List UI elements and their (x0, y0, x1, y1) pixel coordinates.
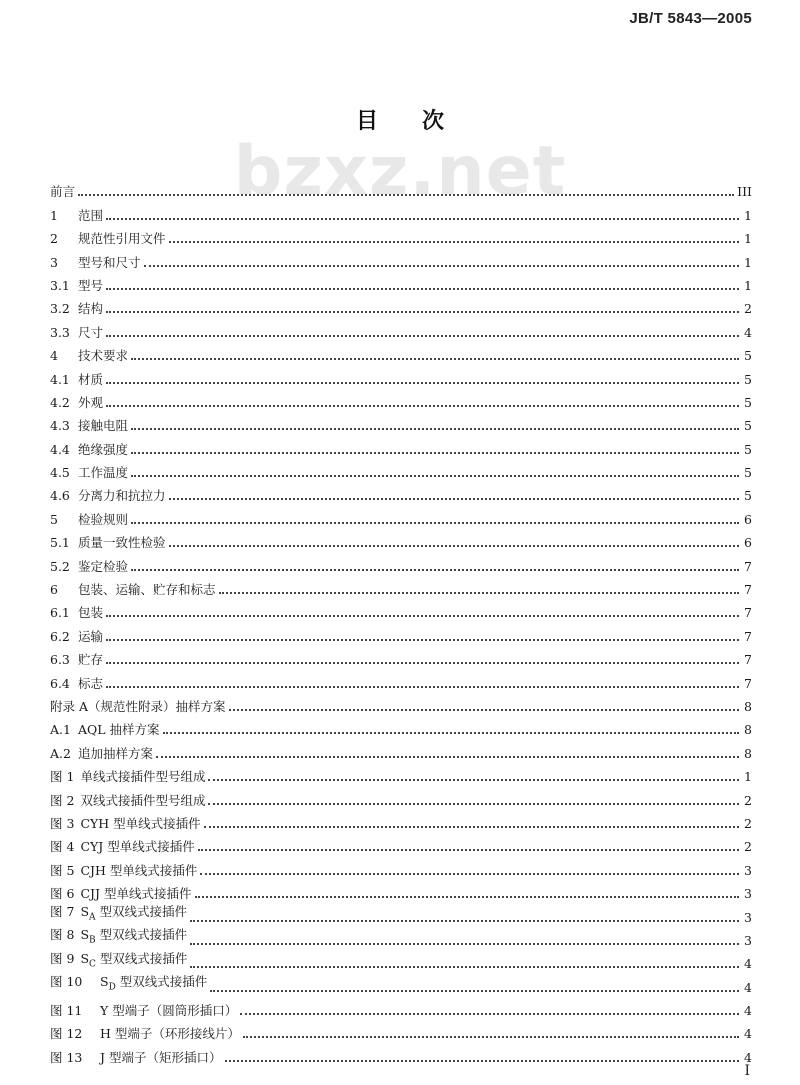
toc-dot-leader (169, 241, 739, 243)
toc-dot-leader (106, 288, 739, 290)
toc-entry[interactable] (50, 433, 752, 456)
toc-entry[interactable] (50, 925, 752, 948)
toc-entry-label (50, 723, 160, 737)
toc-entry-number: 3.3 (50, 324, 70, 340)
toc-entry-page: 5 (744, 394, 752, 410)
toc-entry-number: 1 (50, 207, 58, 223)
toc-entry-page: 5 (744, 465, 752, 481)
toc-entry-page: 7 (744, 628, 752, 644)
toc-entry-label (50, 279, 103, 293)
title-char-2: 次 (422, 109, 445, 134)
toc-entry-page: 5 (744, 418, 752, 434)
toc-entry-title: 型号 (78, 277, 104, 293)
toc-dot-leader (106, 615, 739, 617)
toc-entry-label (50, 606, 103, 620)
title-char-1: 目 (355, 109, 378, 134)
toc-entry[interactable] (50, 1018, 752, 1041)
toc-entry-number: 2 (50, 231, 58, 247)
toc-entry-label (50, 630, 103, 644)
toc-entry-title: 包装 (78, 605, 104, 621)
toc-entry-label (50, 1027, 240, 1041)
toc-entry-number: 4.1 (50, 371, 70, 387)
toc-entry-title: 接触电阻 (78, 418, 129, 434)
toc-entry[interactable] (50, 270, 752, 293)
toc-entry-label (50, 419, 128, 433)
toc-entry-number: 图 4 (50, 839, 75, 855)
toc-entry-title: 绝缘强度 (78, 441, 129, 457)
toc-entry-label (50, 1004, 237, 1018)
toc-entry-page: 6 (744, 535, 752, 551)
toc-entry-title: 运输 (78, 628, 104, 644)
toc-entry[interactable] (50, 878, 752, 901)
toc-entry-label (50, 653, 103, 667)
toc-entry-title: Y 型端子（圆筒形插口） (100, 1003, 238, 1019)
toc-entry-title: 包装、运输、贮存和标志 (78, 582, 216, 598)
toc-entry-label (50, 349, 128, 363)
toc-entry-page: 5 (744, 371, 752, 387)
toc-dot-leader (131, 569, 739, 571)
toc-entry-title: 追加抽样方案 (78, 745, 154, 761)
toc-entry-page: 4 (744, 1049, 752, 1065)
toc-entry-title: 标志 (78, 675, 104, 691)
toc-entry-title: $S_A$ 型双线式接插件 (80, 904, 187, 923)
toc-entry[interactable] (50, 644, 752, 667)
watermark: bzxz.net (233, 132, 567, 211)
toc-dot-leader (208, 779, 739, 781)
toc-entry-page: 7 (744, 582, 752, 598)
toc-entry-page: 7 (744, 675, 752, 691)
toc-entry-number: 图 12 (50, 1026, 83, 1042)
toc-entry-number: 图 13 (50, 1049, 83, 1065)
toc-entry[interactable] (50, 527, 752, 550)
toc-entry-page: 2 (744, 815, 752, 831)
toc-entry-number: 6.2 (50, 628, 70, 644)
toc-dot-leader (131, 452, 739, 454)
toc-entry-number: 4.2 (50, 394, 70, 410)
toc-entry-title: 单线式接插件型号组成 (80, 769, 206, 785)
toc-entry-title: $S_B$ 型双线式接插件 (80, 927, 188, 946)
toc-entry-number: 图 11 (50, 1003, 83, 1019)
toc-entry[interactable] (50, 363, 752, 386)
toc-entry-page: 3 (744, 932, 752, 948)
toc-entry-title: AQL 抽样方案 (78, 722, 160, 738)
toc-entry-label (50, 770, 205, 784)
toc-entry-title: 范围 (78, 207, 104, 223)
toc-entry-label (50, 256, 141, 270)
toc-entry-label (50, 560, 128, 574)
toc-entry-title: 鉴定检验 (78, 558, 129, 574)
toc-entry-page: 4 (744, 1003, 752, 1019)
toc-entry-number: 3.2 (50, 301, 70, 317)
toc-dot-leader (78, 194, 734, 196)
toc-entry-number: 6.1 (50, 605, 70, 621)
toc-entry-page: 1 (744, 231, 752, 247)
toc-entry-title: 型号和尺寸 (78, 254, 141, 270)
toc-entry-label (50, 928, 187, 948)
toc-entry-label (50, 887, 192, 901)
toc-entry-page: 5 (744, 488, 752, 504)
toc-entry-label (50, 840, 195, 854)
toc-dot-leader (208, 803, 739, 805)
toc-entry-number: 图 1 (50, 769, 75, 785)
toc-entry-number: A.1 (50, 722, 71, 738)
toc-entry-label (50, 466, 128, 480)
toc-entry[interactable] (50, 620, 752, 643)
toc-dot-leader (243, 1036, 739, 1038)
toc-entry-title: $S_C$ 型双线式接插件 (80, 950, 188, 970)
toc-entry-label (50, 185, 75, 199)
toc-entry-page: 3 (744, 886, 752, 902)
toc-entry-number: 4 (50, 348, 58, 364)
toc-entry-number: 图 3 (50, 815, 75, 831)
toc-entry-page: 4 (744, 1026, 752, 1042)
toc-entry-title: 附录 A（规范性附录）抽样方案 (50, 698, 226, 714)
toc-entry-number: A.2 (50, 745, 71, 761)
toc-entry[interactable] (50, 854, 752, 877)
toc-entry[interactable] (50, 808, 752, 831)
toc-entry-label (50, 677, 103, 691)
toc-entry[interactable] (50, 550, 752, 573)
toc-entry[interactable] (50, 176, 752, 199)
toc-entry-title: CJH 型单线式接插件 (80, 862, 198, 878)
toc-dot-leader (229, 709, 739, 711)
toc-dot-leader (106, 686, 739, 688)
toc-entry[interactable] (50, 574, 752, 597)
toc-dot-leader (106, 405, 739, 407)
toc-entry-title: 工作温度 (78, 465, 129, 481)
toc-entry-number: 4.5 (50, 465, 70, 481)
toc-dot-leader (131, 522, 739, 524)
toc-entry-label (50, 489, 166, 503)
toc-dot-leader (131, 428, 739, 430)
toc-dot-leader (131, 475, 739, 477)
toc-entry[interactable] (50, 223, 752, 246)
toc-entry[interactable] (50, 503, 752, 526)
toc-entry-label (50, 536, 166, 550)
toc-entry[interactable] (50, 948, 752, 971)
toc-dot-leader (131, 358, 739, 360)
toc-entry-page: 4 (744, 979, 752, 995)
toc-entry[interactable] (50, 410, 752, 433)
toc-entry-number: 5 (50, 511, 58, 527)
toc-dot-leader (190, 920, 739, 922)
toc-entry-label (50, 700, 226, 714)
toc-entry-title: CYH 型单线式接插件 (80, 815, 201, 831)
toc-entry-label (50, 794, 205, 808)
toc-dot-leader (169, 545, 739, 547)
toc-entry[interactable] (50, 691, 752, 714)
page-title (0, 104, 800, 135)
toc-dot-leader (106, 639, 739, 641)
toc-entry-title: 外观 (78, 394, 104, 410)
toc-entry-title: 材质 (78, 371, 104, 387)
toc-entry-label (50, 905, 187, 925)
toc-entry-title: 规范性引用文件 (78, 231, 166, 247)
toc-dot-leader (240, 1013, 739, 1015)
toc-entry-page: 2 (744, 301, 752, 317)
toc-entry[interactable] (50, 387, 752, 410)
toc-entry-label (50, 396, 103, 410)
toc-entry-title: 质量一致性检验 (78, 535, 166, 551)
toc-entry-label (50, 952, 187, 972)
toc-dot-leader (190, 966, 739, 968)
toc-entry[interactable] (50, 316, 752, 339)
toc-entry-page: 5 (744, 348, 752, 364)
toc-entry-number: 6.3 (50, 652, 70, 668)
page-number: I (744, 1063, 750, 1079)
toc-entry-page: 1 (744, 769, 752, 785)
toc-entry-page: 5 (744, 441, 752, 457)
toc-entry-label (50, 975, 207, 995)
toc-entry-number: 图 10 (50, 974, 83, 990)
toc-entry[interactable] (50, 480, 752, 503)
toc-entry-label (50, 326, 103, 340)
toc-entry-number: 3.1 (50, 277, 70, 293)
toc-entry[interactable] (50, 457, 752, 480)
toc-entry-number: 图 2 (50, 792, 75, 808)
toc-entry-page: 4 (744, 956, 752, 972)
document-code: JB/T 5843—2005 (629, 10, 752, 27)
toc-entry-title: 检验规则 (78, 511, 129, 527)
toc-entry-page: 8 (744, 698, 752, 714)
toc-entry-title: $S_D$ 型双线式接插件 (100, 974, 208, 993)
toc-entry-page: 7 (744, 605, 752, 621)
toc-entry[interactable] (50, 597, 752, 620)
toc-entry-page: 6 (744, 511, 752, 527)
toc-entry-number: 图 6 (50, 886, 75, 902)
toc-entry-number: 图 9 (50, 950, 75, 966)
toc-entry-title: CYJ 型单线式接插件 (80, 839, 195, 855)
toc-entry-page: 7 (744, 558, 752, 574)
toc-dot-leader (169, 498, 739, 500)
toc-entry-label (50, 373, 103, 387)
toc-entry-page: 1 (744, 254, 752, 270)
toc-entry[interactable] (50, 667, 752, 690)
toc-dot-leader (210, 990, 739, 992)
toc-entry-title: 分离力和抗拉力 (78, 488, 166, 504)
toc-entry[interactable] (50, 784, 752, 807)
toc-dot-leader (163, 732, 739, 734)
toc-entry-number: 图 5 (50, 862, 75, 878)
toc-entry-number: 5.1 (50, 535, 70, 551)
toc-entry-number: 3 (50, 254, 58, 270)
toc-entry-page: 1 (744, 207, 752, 223)
toc-dot-leader (144, 265, 739, 267)
toc-entry[interactable] (50, 293, 752, 316)
toc-dot-leader (195, 896, 740, 898)
toc-dot-leader (106, 335, 739, 337)
toc-entry-label (50, 209, 103, 223)
toc-entry-page: 8 (744, 745, 752, 761)
toc-entry-label (50, 583, 216, 597)
toc-entry-label (50, 232, 166, 246)
toc-entry-number: 4.4 (50, 441, 70, 457)
toc-dot-leader (198, 849, 739, 851)
toc-dot-leader (219, 592, 739, 594)
toc-entry-title: H 型端子（环形接线片） (100, 1026, 240, 1042)
toc-entry-page: 2 (744, 792, 752, 808)
toc-entry-number: 5.2 (50, 558, 70, 574)
toc-entry-title: 贮存 (78, 652, 104, 668)
toc-entry-page: 8 (744, 722, 752, 738)
toc-dot-leader (156, 756, 739, 758)
toc-entry-label (50, 747, 153, 761)
toc-entry[interactable] (50, 761, 752, 784)
toc-dot-leader (200, 873, 739, 875)
toc-entry-label (50, 864, 197, 878)
toc-entry[interactable] (50, 737, 752, 760)
toc-entry-title: 前言 (50, 184, 76, 200)
toc-entry[interactable] (50, 971, 752, 994)
toc-entry[interactable] (50, 714, 752, 737)
toc-entry-label (50, 1051, 222, 1065)
toc-dot-leader (190, 943, 739, 945)
toc-entry-label (50, 302, 103, 316)
table-of-contents (50, 176, 752, 1065)
toc-entry-number: 6.4 (50, 675, 70, 691)
toc-entry-page: 4 (744, 324, 752, 340)
toc-entry-title: 结构 (78, 301, 104, 317)
toc-entry-page: 7 (744, 652, 752, 668)
toc-entry-title: 尺寸 (78, 324, 104, 340)
toc-dot-leader (106, 662, 739, 664)
toc-entry-page: 2 (744, 839, 752, 855)
toc-entry-title: 技术要求 (78, 348, 129, 364)
toc-entry-label (50, 443, 128, 457)
toc-entry-number: 图 8 (50, 927, 75, 943)
toc-entry-label (50, 513, 128, 527)
toc-entry-page: 1 (744, 277, 752, 293)
toc-entry[interactable] (50, 1041, 752, 1064)
toc-entry-number: 图 7 (50, 904, 75, 919)
toc-dot-leader (204, 826, 739, 828)
toc-entry-number: 6 (50, 582, 58, 598)
toc-entry-page: 3 (744, 862, 752, 878)
toc-dot-leader (106, 218, 739, 220)
toc-entry[interactable] (50, 246, 752, 269)
toc-dot-leader (225, 1060, 740, 1062)
toc-entry-page: III (737, 184, 752, 200)
toc-entry[interactable] (50, 199, 752, 222)
toc-entry-page: 3 (744, 909, 752, 925)
toc-dot-leader (106, 311, 739, 313)
toc-entry[interactable] (50, 831, 752, 854)
toc-entry-label (50, 817, 201, 831)
toc-entry-number: 4.3 (50, 418, 70, 434)
toc-entry[interactable] (50, 995, 752, 1018)
toc-entry[interactable] (50, 901, 752, 924)
toc-dot-leader (106, 382, 739, 384)
toc-entry-number: 4.6 (50, 488, 70, 504)
toc-entry-title: CJJ 型单线式接插件 (80, 886, 192, 902)
toc-entry-title: 双线式接插件型号组成 (80, 792, 206, 808)
toc-entry[interactable] (50, 340, 752, 363)
toc-entry-title: J 型端子（矩形插口） (100, 1049, 222, 1065)
